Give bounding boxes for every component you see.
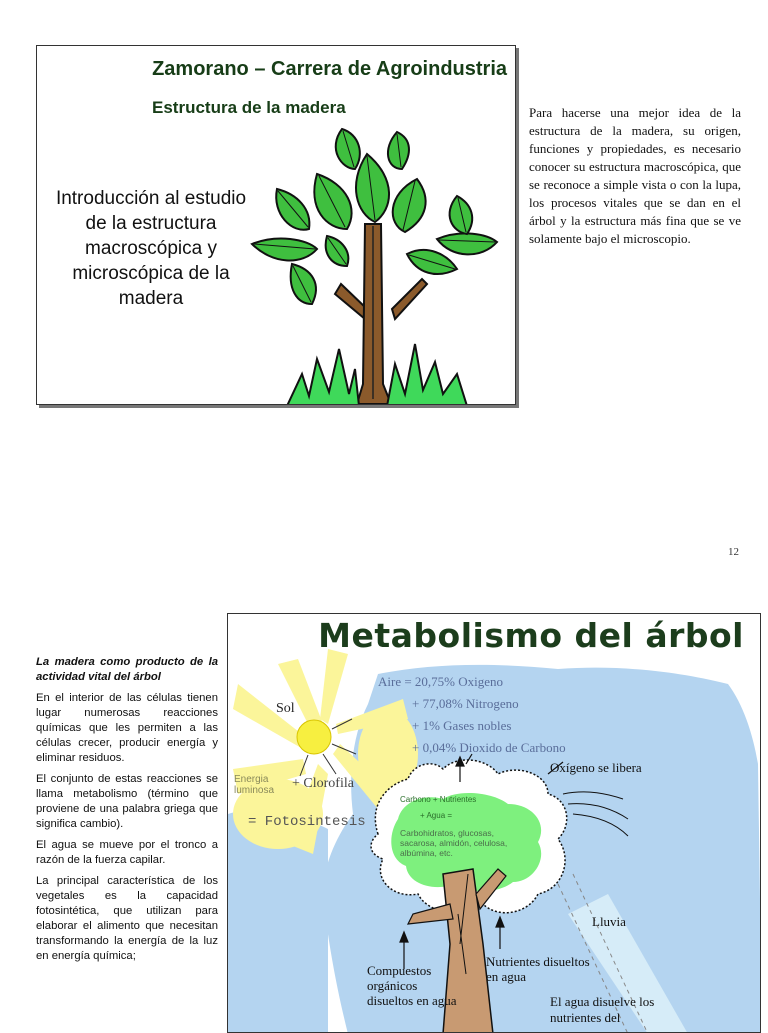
label-carbono-nutrientes: Carbono + Nutrientes [400,795,477,804]
label-agua-disuelve: El agua disuelve los nutrientes del [550,994,655,1025]
paragraph: El conjunto de estas reacciones se llama metabolismo (término que proviene de una palabra griega que significa cambio). [36,773,218,830]
label-oxigeno-libera: Oxígeno se libera [550,760,642,775]
slide-subtitle: Estructura de la madera [152,98,346,117]
label-agua-igual: + Agua = [420,811,453,820]
section-heading: La madera como producto de la actividad vital del árbol [36,656,218,683]
metabolism-text-column [36,655,218,970]
label-energia: Energia luminosa [234,774,275,796]
label-fotosintesis: = Fotosintesis [248,814,366,830]
label-sol: Sol [276,701,295,716]
paragraph: En el interior de las células tienen lugar numerosas reacciones químicas que les permiten a las células crecer, producir energía y eliminar residuos. [36,692,218,764]
label-aire-co2: + 0,04% Dioxido de Carbono [412,740,566,755]
diagram-title: Metabolismo del árbol [318,616,744,655]
side-description: Para hacerse una mejor idea de la estructura de la madera, su origen, funciones y propiedades, es necesario conocer su estructura macroscópica, que se reconoce a simple vista o con la lupa, los procesos vitales que se dan en el árbol y la estructura más fina que se ve solamente bajo el microscopio. [529,105,741,246]
metabolism-slide [227,613,761,1033]
label-lluvia: Lluvia [592,914,626,929]
label-carbohidratos: Carbohidratos, glucosas, sacarosa, almidón, celulosa, albúmina, etc. [400,828,508,858]
label-aire-oxigeno: Aire = 20,75% Oxigeno [378,674,504,689]
paragraph: El agua se mueve por el tronco a razón de la fuerza capilar. [36,839,218,866]
label-aire-gases: + 1% Gases nobles [412,718,512,733]
slide-title: Zamorano – Carrera de Agroindustria [152,58,507,80]
page-number: 12 [728,546,739,558]
label-compuestos: Compuestos orgánicos disueltos en agua [367,963,457,1008]
label-nutrientes: Nutrientes disueltos en agua [486,954,590,984]
title-slide [36,45,516,405]
tree-illustration [247,124,516,405]
paragraph: La principal característica de los vegetales es la capacidad fotosintética, que utilizan para elaborar el alimento que necesitan transformando la energía de la luz en energía química; [36,875,218,962]
label-aire-nitrogeno: + 77,08% Nitrogeno [412,696,519,711]
label-clorofila: + Clorofila [292,776,354,791]
intro-text: Introducción al estudio de la estructura macroscópica y microscópica de la madera [55,188,247,309]
